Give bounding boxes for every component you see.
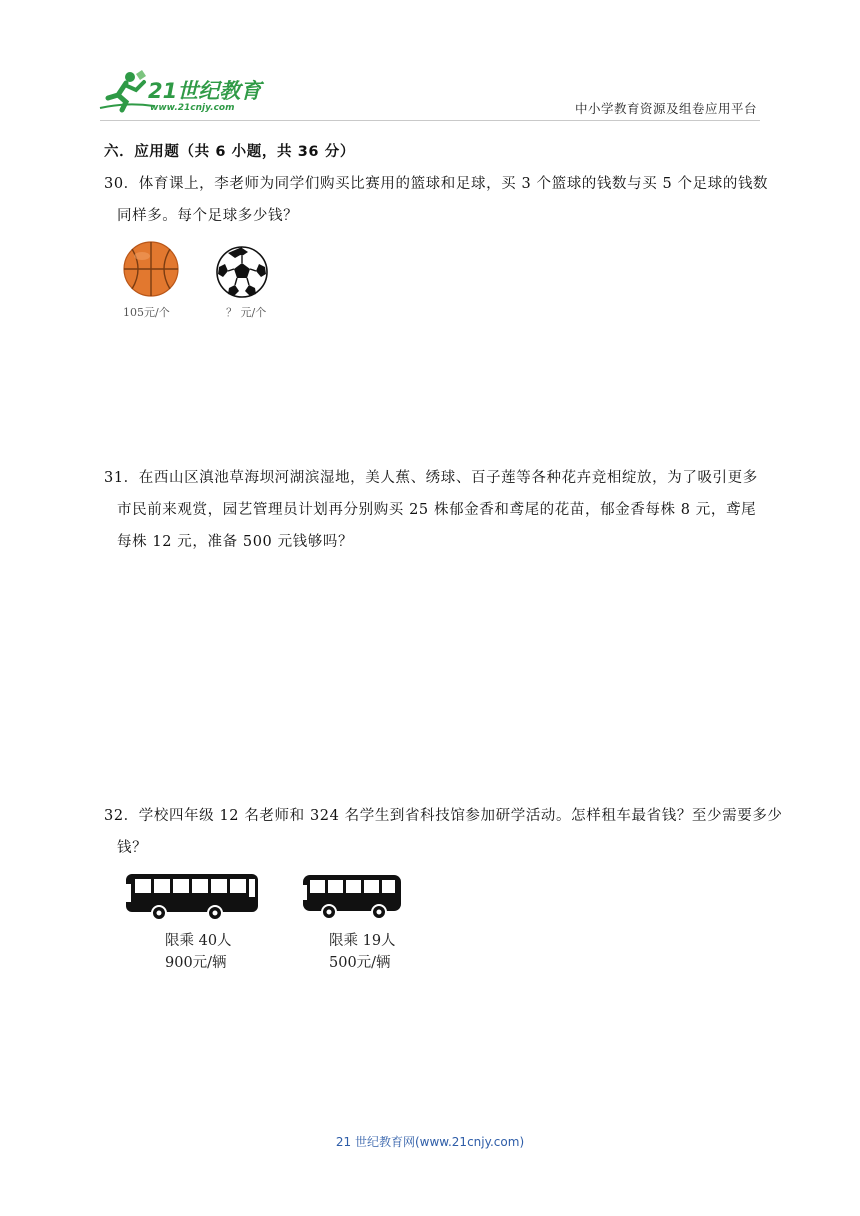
logo-subtext: www.21cnjy.com	[150, 103, 235, 113]
question-line: 每株 12 元，准备 500 元钱够吗？	[117, 534, 354, 550]
site-logo[interactable]	[96, 68, 266, 114]
page-footer	[0, 1133, 860, 1150]
question-line: 同样多。每个足球多少钱？	[117, 208, 299, 224]
large-bus-figure	[123, 870, 263, 922]
basketball-price: 105元/个	[123, 306, 170, 319]
soccer-ball-figure	[215, 245, 271, 301]
soccer-ball-price: ？ 元/个	[226, 306, 267, 319]
question-line: 31．在西山区滇池草海坝河湖滨湿地，美人蕉、绣球、百子莲等各种花卉竞相绽放，为了吸引更多	[104, 470, 758, 486]
logo-text: 21世纪教育	[148, 79, 262, 103]
question-number: 32．	[104, 808, 139, 824]
question-31	[104, 462, 764, 558]
large-bus-caption	[165, 930, 232, 974]
question-number: 31．	[104, 470, 139, 486]
small-bus-capacity: 限乘 19人	[329, 933, 396, 949]
platform-name: 中小学教育资源及组卷应用平台	[574, 101, 757, 116]
large-bus-icon	[123, 870, 261, 922]
large-bus-price: 900元/辆	[165, 955, 227, 971]
question-line: 钱？	[117, 840, 148, 856]
basketball-figure	[122, 240, 182, 300]
question-30	[104, 168, 769, 232]
soccer-ball-icon	[215, 245, 269, 299]
footer-link[interactable]: 21 世纪教育网(www.21cnjy.com)	[335, 1135, 525, 1149]
section-title: 六．应用题（共 6 小题，共 36 分）	[104, 144, 355, 160]
runner-logo-icon	[96, 68, 266, 114]
small-bus-price: 500元/辆	[329, 955, 391, 971]
small-bus-figure	[301, 872, 405, 922]
question-line: 市民前来观赏，园艺管理员计划再分别购买 25 株郁金香和鸢尾的花苗，郁金香每株 8 元，鸢尾	[117, 502, 757, 518]
header-divider	[100, 120, 760, 121]
page-header	[0, 0, 860, 120]
question-line: 32．学校四年级 12 名老师和 324 名学生到省科技馆参加研学活动。怎样租车最省钱？至少需要多少	[104, 808, 783, 824]
small-bus-icon	[301, 872, 403, 922]
small-bus-caption	[329, 930, 396, 974]
question-number: 30．	[104, 176, 139, 192]
question-line: 30．体育课上，李老师为同学们购买比赛用的篮球和足球，买 3 个篮球的钱数与买 5 个足球的钱数	[104, 176, 769, 192]
basketball-icon	[122, 240, 180, 298]
question-32	[104, 800, 783, 864]
large-bus-capacity: 限乘 40人	[165, 933, 232, 949]
